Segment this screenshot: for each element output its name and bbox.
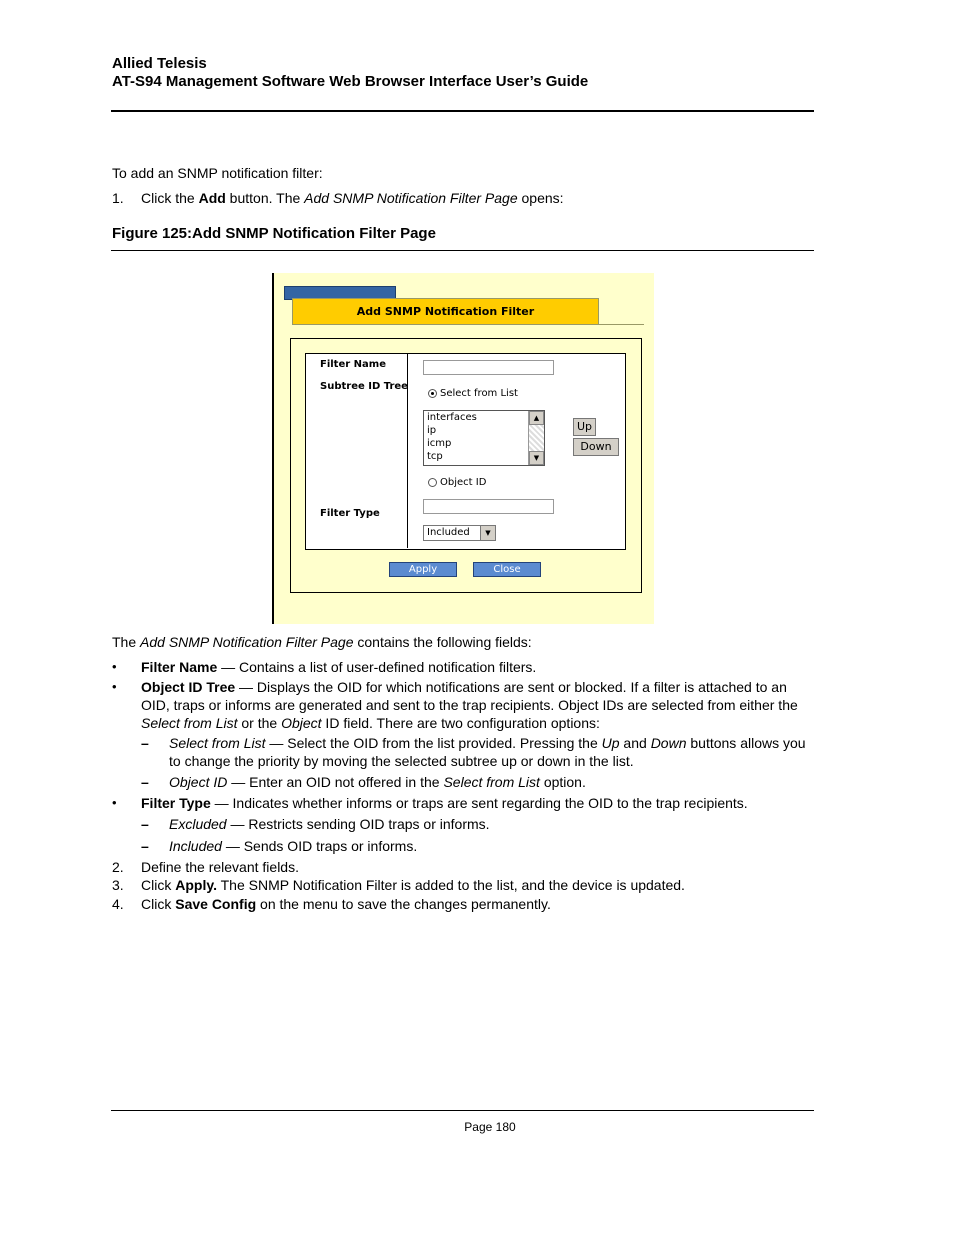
- intro-text: To add an SNMP notification filter:: [112, 165, 323, 181]
- step-number: 2.: [112, 859, 124, 875]
- figure-screenshot: [272, 273, 654, 624]
- filter-name-label: Filter Name: [320, 359, 386, 370]
- apply-button[interactable]: Apply: [389, 562, 457, 577]
- list-item[interactable]: ip: [427, 425, 437, 436]
- scroll-up-icon[interactable]: ▲: [529, 411, 544, 425]
- dialog-title: Add SNMP Notification Filter: [292, 298, 599, 325]
- list-item[interactable]: tcp: [427, 451, 443, 462]
- step-text: Define the relevant fields.: [141, 859, 299, 875]
- filter-type-select[interactable]: [423, 525, 496, 541]
- object-id-label: Object ID: [440, 477, 487, 488]
- close-button[interactable]: Close: [473, 562, 541, 577]
- caption-rule: [111, 250, 814, 251]
- scroll-down-icon[interactable]: ▼: [529, 451, 544, 465]
- filter-name-input[interactable]: [423, 360, 554, 375]
- chevron-down-icon[interactable]: ▼: [480, 526, 495, 540]
- step-text: Click Save Config on the menu to save the changes permanently.: [141, 896, 551, 912]
- subtree-list[interactable]: [423, 410, 545, 466]
- footer-rule: [111, 1110, 814, 1111]
- page-number: Page 180: [464, 1120, 516, 1134]
- object-id-input[interactable]: [423, 499, 554, 514]
- select-from-list-radio[interactable]: [428, 389, 437, 398]
- filter-type-value: Included: [427, 527, 470, 538]
- up-button[interactable]: Up: [573, 418, 596, 436]
- title-underline: [292, 324, 644, 325]
- bullet: •: [112, 795, 117, 810]
- step-number: 1.: [112, 190, 124, 206]
- bullet: •: [112, 659, 117, 674]
- down-button[interactable]: Down: [573, 438, 619, 456]
- step-number: 3.: [112, 877, 124, 893]
- dash: –: [141, 774, 149, 790]
- select-from-list-label: Select from List: [440, 388, 518, 399]
- figure-caption: Figure 125:Add SNMP Notification Filter Page: [112, 225, 436, 242]
- company-name: Allied Telesis: [112, 55, 207, 72]
- step-text: Click Apply. The SNMP Notification Filter is added to the list, and the device is updated.: [141, 877, 685, 893]
- filter-type-label: Filter Type: [320, 508, 380, 519]
- dash: –: [141, 838, 149, 854]
- fields-intro: The Add SNMP Notification Filter Page contains the following fields:: [112, 634, 532, 650]
- bullet: •: [112, 679, 117, 694]
- dash: –: [141, 735, 149, 751]
- dash: –: [141, 816, 149, 832]
- subtree-id-tree-label: Subtree ID Tree: [320, 381, 408, 392]
- guide-title: AT-S94 Management Software Web Browser Interface User’s Guide: [112, 73, 589, 90]
- header-rule: [111, 110, 814, 112]
- step-text: Click the Add button. The Add SNMP Notification Filter Page opens:: [141, 190, 564, 206]
- list-scrollbar[interactable]: [528, 411, 544, 465]
- step-number: 4.: [112, 896, 124, 912]
- object-id-radio[interactable]: [428, 478, 437, 487]
- list-item[interactable]: interfaces: [427, 412, 477, 423]
- list-item[interactable]: icmp: [427, 438, 452, 449]
